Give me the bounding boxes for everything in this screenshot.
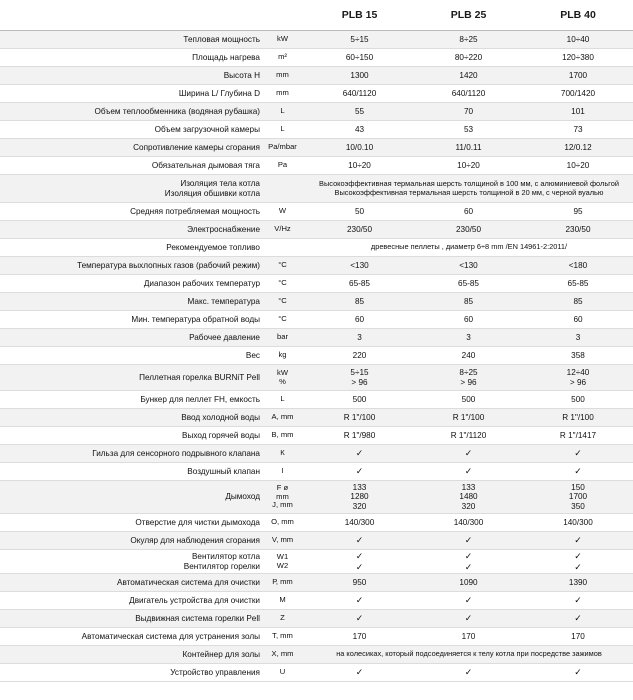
row-value: 10÷40 xyxy=(523,31,633,49)
row-value: 950 xyxy=(305,574,414,592)
row-value: 53 xyxy=(414,121,523,139)
row-label: Изоляция тела котла Изоляция обшивки котла xyxy=(0,175,260,203)
table-header-row xyxy=(0,0,633,31)
row-value: 85 xyxy=(523,293,633,311)
row-value: 60 xyxy=(414,203,523,221)
row-unit: mm xyxy=(260,67,305,85)
row-value: <130 xyxy=(305,257,414,275)
row-label: Объем теплообменника (водяная рубашка) xyxy=(0,103,260,121)
row-value: ✓ xyxy=(305,610,414,628)
row-value: 60 xyxy=(305,311,414,329)
row-unit: °C xyxy=(260,311,305,329)
row-value: 1390 xyxy=(523,574,633,592)
row-label: Гильза для сенсорного подрывного клапана xyxy=(0,445,260,463)
row-label: Электроснабжение xyxy=(0,221,260,239)
row-value: ✓ xyxy=(414,664,523,682)
row-unit: °C xyxy=(260,257,305,275)
row-value: 10÷20 xyxy=(523,157,633,175)
row-value: ✓ xyxy=(523,592,633,610)
row-unit: kg xyxy=(260,347,305,365)
row-value: 5÷15 xyxy=(305,31,414,49)
row-unit: В, mm xyxy=(260,427,305,445)
row-label: Обязательная дымовая тяга xyxy=(0,157,260,175)
row-label: Тепловая мощность xyxy=(0,31,260,49)
row-value: ✓ xyxy=(414,445,523,463)
row-unit: F ø mm J, mm xyxy=(260,481,305,514)
table-row xyxy=(0,103,633,121)
row-value: 230/50 xyxy=(414,221,523,239)
row-value: 85 xyxy=(305,293,414,311)
table-row xyxy=(0,409,633,427)
row-value: R 1"/980 xyxy=(305,427,414,445)
row-unit: V/Hz xyxy=(260,221,305,239)
row-value: <180 xyxy=(523,257,633,275)
table-row xyxy=(0,67,633,85)
row-value: 170 xyxy=(414,628,523,646)
row-value: 10/0.10 xyxy=(305,139,414,157)
row-value: 50 xyxy=(305,203,414,221)
row-label: Бункер для пеллет FH, емкость xyxy=(0,391,260,409)
row-span-value: на колесиках, который подсоединяется к телу котла при посредстве зажимов xyxy=(305,646,633,664)
row-unit: Т, mm xyxy=(260,628,305,646)
row-unit: °C xyxy=(260,275,305,293)
row-label: Площадь нагрева xyxy=(0,49,260,67)
table-row xyxy=(0,293,633,311)
table-row xyxy=(0,239,633,257)
table-row xyxy=(0,221,633,239)
row-value: 220 xyxy=(305,347,414,365)
row-value: ✓ xyxy=(523,610,633,628)
row-label: Контейнер для золы xyxy=(0,646,260,664)
row-value: 55 xyxy=(305,103,414,121)
row-unit: °C xyxy=(260,293,305,311)
row-value: 500 xyxy=(414,391,523,409)
row-unit: L xyxy=(260,121,305,139)
row-label: Выдвижная система горелки Pell xyxy=(0,610,260,628)
row-value: 1700 xyxy=(523,67,633,85)
row-value: 43 xyxy=(305,121,414,139)
row-unit: U xyxy=(260,664,305,682)
table-row xyxy=(0,347,633,365)
row-label: Воздушный клапан xyxy=(0,463,260,481)
table-row xyxy=(0,139,633,157)
row-label: Окуляр для наблюдения сгорания xyxy=(0,532,260,550)
row-value: 5÷15 > 96 xyxy=(305,365,414,391)
table-body xyxy=(0,31,633,682)
row-label: Высота H xyxy=(0,67,260,85)
row-unit xyxy=(260,175,305,203)
row-value: ✓ xyxy=(523,532,633,550)
row-unit: А, mm xyxy=(260,409,305,427)
row-value: 80÷220 xyxy=(414,49,523,67)
row-value: 150 1700 350 xyxy=(523,481,633,514)
row-value: 500 xyxy=(523,391,633,409)
row-value: ✓ xyxy=(523,664,633,682)
row-value: 60 xyxy=(523,311,633,329)
row-value: 1300 xyxy=(305,67,414,85)
row-label: Средняя потребляемая мощность xyxy=(0,203,260,221)
row-label: Ширина L/ Глубина D xyxy=(0,85,260,103)
table-row xyxy=(0,550,633,574)
row-value: R 1"/100 xyxy=(523,409,633,427)
row-unit: bar xyxy=(260,329,305,347)
row-label: Вес xyxy=(0,347,260,365)
row-unit: W xyxy=(260,203,305,221)
row-label: Пеллетная горелка BURNiT Pell xyxy=(0,365,260,391)
row-value: 85 xyxy=(414,293,523,311)
table-row xyxy=(0,391,633,409)
row-value: ✓ xyxy=(414,592,523,610)
table-row xyxy=(0,85,633,103)
row-unit: kW xyxy=(260,31,305,49)
table-row xyxy=(0,514,633,532)
row-value: 101 xyxy=(523,103,633,121)
row-value: 700/1420 xyxy=(523,85,633,103)
header-model-plb25: PLB 25 xyxy=(414,0,523,31)
row-value: 3 xyxy=(523,329,633,347)
table-row xyxy=(0,574,633,592)
row-label: Диапазон рабочих температур xyxy=(0,275,260,293)
row-value: ✓ xyxy=(305,445,414,463)
row-value: 10÷20 xyxy=(305,157,414,175)
table-row xyxy=(0,257,633,275)
row-value: 640/1120 xyxy=(305,85,414,103)
table-row xyxy=(0,481,633,514)
row-value: ✓ ✓ xyxy=(414,550,523,574)
row-label: Макс. температура xyxy=(0,293,260,311)
row-value: ✓ xyxy=(523,463,633,481)
row-unit: I xyxy=(260,463,305,481)
row-unit: К xyxy=(260,445,305,463)
row-value: ✓ ✓ xyxy=(305,550,414,574)
header-label-blank xyxy=(0,0,260,31)
row-value: <130 xyxy=(414,257,523,275)
table-row xyxy=(0,311,633,329)
row-unit: О, mm xyxy=(260,514,305,532)
row-value: 11/0.11 xyxy=(414,139,523,157)
row-unit: L xyxy=(260,391,305,409)
row-label: Ввод холодной воды xyxy=(0,409,260,427)
row-unit: kW % xyxy=(260,365,305,391)
row-value: 120÷380 xyxy=(523,49,633,67)
row-unit: Pa xyxy=(260,157,305,175)
row-label: Выход горячей воды xyxy=(0,427,260,445)
row-unit: Pa/mbar xyxy=(260,139,305,157)
row-value: ✓ xyxy=(414,610,523,628)
row-unit: m² xyxy=(260,49,305,67)
row-value: 73 xyxy=(523,121,633,139)
table-row xyxy=(0,646,633,664)
row-unit: W1 W2 xyxy=(260,550,305,574)
table-row xyxy=(0,275,633,293)
row-value: 230/50 xyxy=(523,221,633,239)
row-value: 60 xyxy=(414,311,523,329)
row-unit: V, mm xyxy=(260,532,305,550)
row-value: 170 xyxy=(523,628,633,646)
row-unit: Z xyxy=(260,610,305,628)
row-label: Отверстие для чистки дымохода xyxy=(0,514,260,532)
row-unit: L xyxy=(260,103,305,121)
table-row xyxy=(0,365,633,391)
row-label: Мин. температура обратной воды xyxy=(0,311,260,329)
row-value: 358 xyxy=(523,347,633,365)
table-row xyxy=(0,592,633,610)
table-row xyxy=(0,628,633,646)
row-value: 10÷20 xyxy=(414,157,523,175)
row-value: 140/300 xyxy=(305,514,414,532)
row-value: R 1"/1120 xyxy=(414,427,523,445)
row-value: 65-85 xyxy=(523,275,633,293)
table-row xyxy=(0,532,633,550)
row-value: ✓ xyxy=(305,592,414,610)
row-value: 133 1280 320 xyxy=(305,481,414,514)
row-value: ✓ xyxy=(305,463,414,481)
row-value: 140/300 xyxy=(523,514,633,532)
row-label: Рекомендуемое топливо xyxy=(0,239,260,257)
row-value: ✓ xyxy=(523,445,633,463)
row-value: 230/50 xyxy=(305,221,414,239)
table-row xyxy=(0,31,633,49)
row-value: R 1"/100 xyxy=(305,409,414,427)
header-model-plb15: PLB 15 xyxy=(305,0,414,31)
row-value: 8÷25 > 96 xyxy=(414,365,523,391)
row-value: 170 xyxy=(305,628,414,646)
row-label: Рабочее давление xyxy=(0,329,260,347)
header-model-plb40: PLB 40 xyxy=(523,0,633,31)
row-value: 3 xyxy=(414,329,523,347)
row-value: 12/0.12 xyxy=(523,139,633,157)
table-row xyxy=(0,329,633,347)
row-value: ✓ xyxy=(305,664,414,682)
row-value: ✓ xyxy=(414,532,523,550)
table-row xyxy=(0,463,633,481)
row-value: R 1"/1417 xyxy=(523,427,633,445)
row-value: 65-85 xyxy=(414,275,523,293)
row-label: Объем загрузочной камеры xyxy=(0,121,260,139)
row-label: Автоматическая система для устранения золы xyxy=(0,628,260,646)
table-row xyxy=(0,121,633,139)
row-label: Вентилятор котла Вентилятор горелки xyxy=(0,550,260,574)
row-unit: mm xyxy=(260,85,305,103)
table-row xyxy=(0,157,633,175)
header-unit-blank xyxy=(260,0,305,31)
row-unit xyxy=(260,239,305,257)
row-value: 640/1120 xyxy=(414,85,523,103)
table-row xyxy=(0,203,633,221)
row-value: ✓ ✓ xyxy=(523,550,633,574)
row-value: 1090 xyxy=(414,574,523,592)
row-label: Устройство управления xyxy=(0,664,260,682)
row-label: Дымоход xyxy=(0,481,260,514)
row-value: 500 xyxy=(305,391,414,409)
row-value: 95 xyxy=(523,203,633,221)
row-unit: Р, mm xyxy=(260,574,305,592)
table-row xyxy=(0,664,633,682)
table-row xyxy=(0,175,633,203)
row-value: 3 xyxy=(305,329,414,347)
row-value: 1420 xyxy=(414,67,523,85)
row-value: ✓ xyxy=(414,463,523,481)
table-row xyxy=(0,427,633,445)
row-value: 140/300 xyxy=(414,514,523,532)
table-row xyxy=(0,49,633,67)
row-span-value: древесные пеллеты , диаметр 6÷8 mm /EN 14961-2:2011/ xyxy=(305,239,633,257)
row-span-value: Высокоэффективная термальная шерсть толщиной в 100 мм, с алюминиевой фольгой Высокоэффективная термальная шерсть толщиной в 20 мм, с черной вуалью xyxy=(305,175,633,203)
row-label: Двигатель устройства для очистки xyxy=(0,592,260,610)
row-value: 8÷25 xyxy=(414,31,523,49)
row-value: 70 xyxy=(414,103,523,121)
table-row xyxy=(0,445,633,463)
table-row xyxy=(0,610,633,628)
row-unit: Х, mm xyxy=(260,646,305,664)
row-value: 133 1480 320 xyxy=(414,481,523,514)
row-value: 240 xyxy=(414,347,523,365)
row-value: 12÷40 > 96 xyxy=(523,365,633,391)
row-value: 65-85 xyxy=(305,275,414,293)
row-unit: М xyxy=(260,592,305,610)
row-value: R 1"/100 xyxy=(414,409,523,427)
row-label: Температура выхлопных газов (рабочий режим) xyxy=(0,257,260,275)
row-label: Сопротивление камеры сгорания xyxy=(0,139,260,157)
row-label: Автоматическая система для очистки xyxy=(0,574,260,592)
row-value: 60÷150 xyxy=(305,49,414,67)
row-value: ✓ xyxy=(305,532,414,550)
